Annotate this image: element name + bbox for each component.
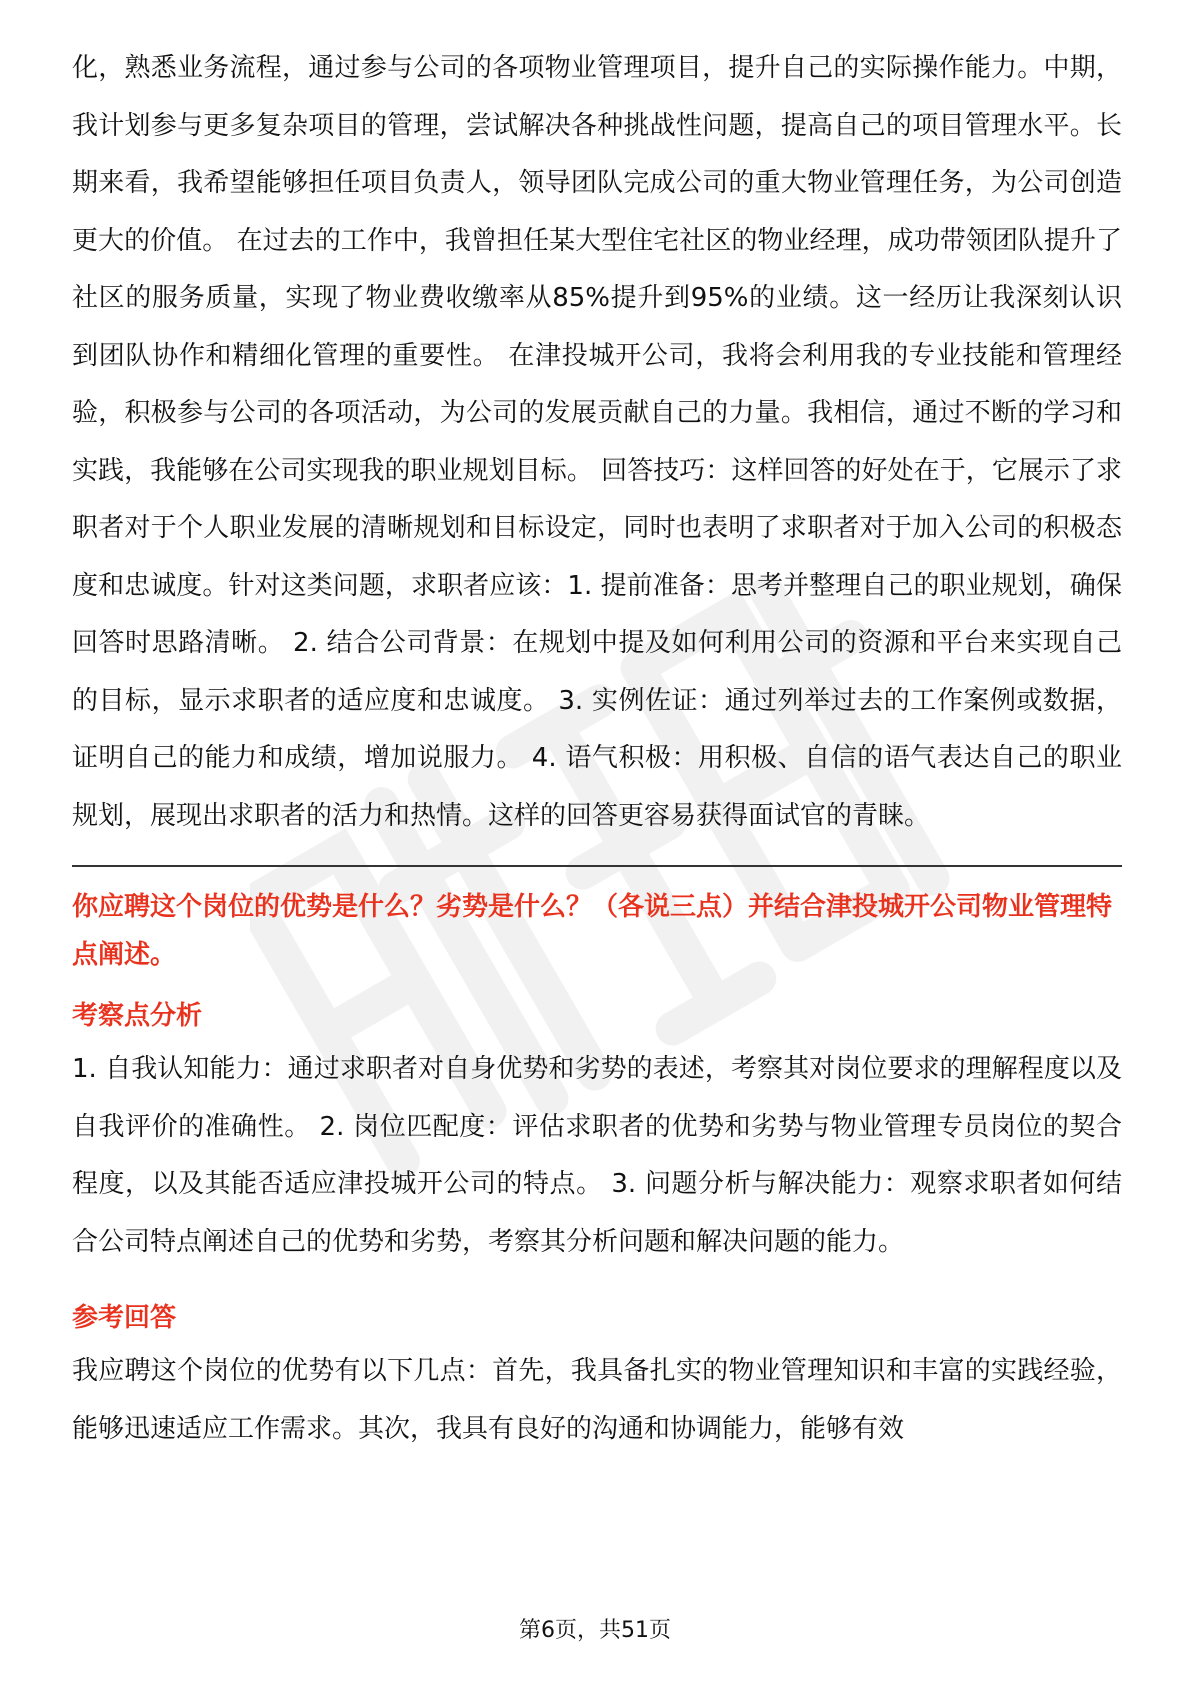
- section-divider: [72, 865, 1122, 867]
- answer-heading: 参考回答: [72, 1303, 177, 1333]
- answer-paragraph: 我应聘这个岗位的优势有以下几点：首先，我具备扎实的物业管理知识和丰富的实践经验，能够迅速适应工作需求。其次，我具有良好的沟通和协调能力，能够有效: [72, 1356, 1122, 1444]
- page-number-footer: 第6页，共51页: [519, 1618, 671, 1643]
- interview-question: 你应聘这个岗位的优势是什么？劣势是什么？（各说三点）并结合津投城开公司物业管理特点阐述。: [72, 892, 1113, 970]
- analysis-heading: 考察点分析: [72, 1001, 203, 1031]
- intro-paragraph: 化，熟悉业务流程，通过参与公司的各项物业管理项目，提升自己的实际操作能力。中期，我计划参与更多复杂项目的管理，尝试解决各种挑战性问题，提高自己的项目管理水平。长期来看，我希望能够担任项目负责人，领导团队完成公司的重大物业管理任务，为公司创造更大的价值。 在过去的工作中，我曾担任某大型住宅社区的物业经理，成功带领团队提升了社区的服务质量，实现了物业费收缴率从85%提升到95%的业绩。这一经历让我深刻认识到团队协作和精细化管理的重要性。 在津投城开公司，我将会利用我的专业技能和管理经验，积极参与公司的各项活动，为公司的发展贡献自己的力量。我相信，通过不断的学习和实践，我能够在公司实现我的职业规划目标。 回答技巧：这样回答的好处在于，它展示了求职者对于个人职业发展的清晰规划和目标设定，同时也表明了求职者对于加入公司的积极态度和忠诚度。针对这类问题，求职者应该：1. 提前准备：思考并整理自己的职业规划，确保回答时思路清晰。 2. 结合公司背景：在规划中提及如何利用公司的资源和平台来实现自己的目标，显示求职者的适应度和忠诚度。 3. 实例佐证：通过列举过去的工作案例或数据，证明自己的能力和成绩，增加说服力。 4. 语气积极：用积极、自信的语气表达自己的职业规划，展现出求职者的活力和热情。这样的回答更容易获得面试官的青睐。: [72, 53, 1122, 831]
- analysis-paragraph: 1. 自我认知能力：通过求职者对自身优势和劣势的表述，考察其对岗位要求的理解程度以及自我评价的准确性。 2. 岗位匹配度：评估求职者的优势和劣势与物业管理专员岗位的契合程度，以及其能否适应津投城开公司的特点。 3. 问题分析与解决能力：观察求职者如何结合公司特点阐述自己的优势和劣势，考察其分析问题和解决问题的能力。: [72, 1054, 1122, 1257]
- page-content: [72, 40, 1122, 1458]
